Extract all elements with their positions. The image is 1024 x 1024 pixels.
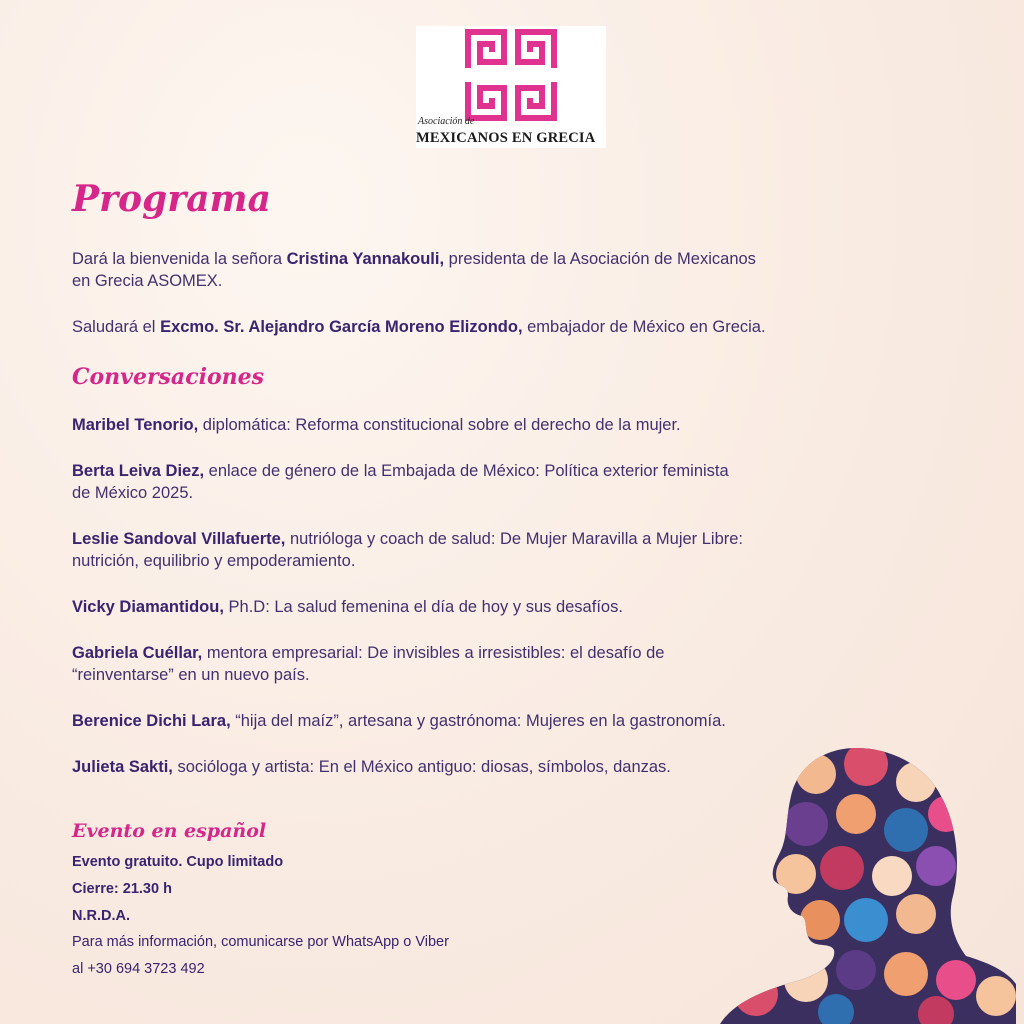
speaker-topic: Ph.D: La salud femenina el día de hoy y sus desafíos.: [223, 598, 623, 616]
welcome-speaker-name: Cristina Yannakouli,: [286, 250, 445, 268]
speaker-item: [72, 596, 842, 618]
speaker-topic: “hija del maíz”, artesana y gastrónoma: Mujeres en la gastronomía.: [230, 712, 726, 730]
speaker-topic-cont: de México 2025.: [72, 484, 194, 502]
greeting-prefix: Saludará el: [72, 318, 161, 336]
speaker-name: Leslie Sandoval Villafuerte,: [72, 530, 286, 548]
conversations-heading: Conversaciones: [72, 364, 264, 390]
nrda-note: N.R.D.A.: [72, 908, 130, 924]
speaker-topic: enlace de género de la Embajada de México: Política exterior feminista: [204, 462, 729, 480]
welcome-prefix: Dará la bienvenida la señora: [72, 250, 287, 268]
speaker-topic-cont: “reinventarse” en un nuevo país.: [72, 666, 310, 684]
speaker-name: Berenice Dichi Lara,: [72, 712, 231, 730]
speaker-item: [72, 414, 842, 436]
greeting-rest: embajador de México en Grecia.: [522, 318, 766, 336]
speaker-item: [72, 460, 842, 504]
welcome-rest: presidenta de la Asociación de Mexicanos: [444, 250, 756, 268]
speaker-item: [72, 528, 842, 572]
speaker-topic: mentora empresarial: De invisibles a irresistibles: el desafío de: [202, 644, 665, 662]
closing-time: Cierre: 21.30 h: [72, 881, 172, 897]
speaker-name: Gabriela Cuéllar,: [72, 644, 203, 662]
speaker-name: Berta Leiva Diez,: [72, 462, 205, 480]
free-event-note: Evento gratuito. Cupo limitado: [72, 854, 284, 870]
phone-number: al +30 694 3723 492: [72, 961, 205, 977]
event-language-heading: Evento en español: [72, 820, 267, 842]
logo-subtitle: Asociación de: [418, 116, 475, 127]
contact-info: Para más información, comunicarse por WhatsApp o Viber: [72, 934, 449, 950]
welcome-paragraph: [72, 248, 842, 292]
speaker-name: Vicky Diamantidou,: [72, 598, 224, 616]
speaker-topic-cont: nutrición, equilibrio y empoderamiento.: [72, 552, 356, 570]
ambassador-name: Excmo. Sr. Alejandro García Moreno Elizondo,: [160, 318, 523, 336]
speaker-name: Julieta Sakti,: [72, 758, 173, 776]
speaker-item: [72, 710, 842, 732]
speaker-topic: diplomática: Reforma constitucional sobre el derecho de la mujer.: [198, 416, 681, 434]
greeting-paragraph: [72, 316, 842, 338]
speaker-name: Maribel Tenorio,: [72, 416, 199, 434]
logo-title: MEXICANOS EN GRECIA: [416, 130, 596, 146]
women-silhouette-illustration: [716, 744, 1016, 1024]
welcome-line2: en Grecia ASOMEX.: [72, 272, 223, 290]
speaker-topic: nutrióloga y coach de salud: De Mujer Maravilla a Mujer Libre:: [285, 530, 744, 548]
asomex-logo: [416, 26, 606, 148]
speaker-topic: socióloga y artista: En el México antiguo: diosas, símbolos, danzas.: [172, 758, 671, 776]
page-title: Programa: [72, 178, 271, 220]
greek-key-logo-icon: [464, 28, 558, 122]
speaker-item: [72, 642, 842, 686]
